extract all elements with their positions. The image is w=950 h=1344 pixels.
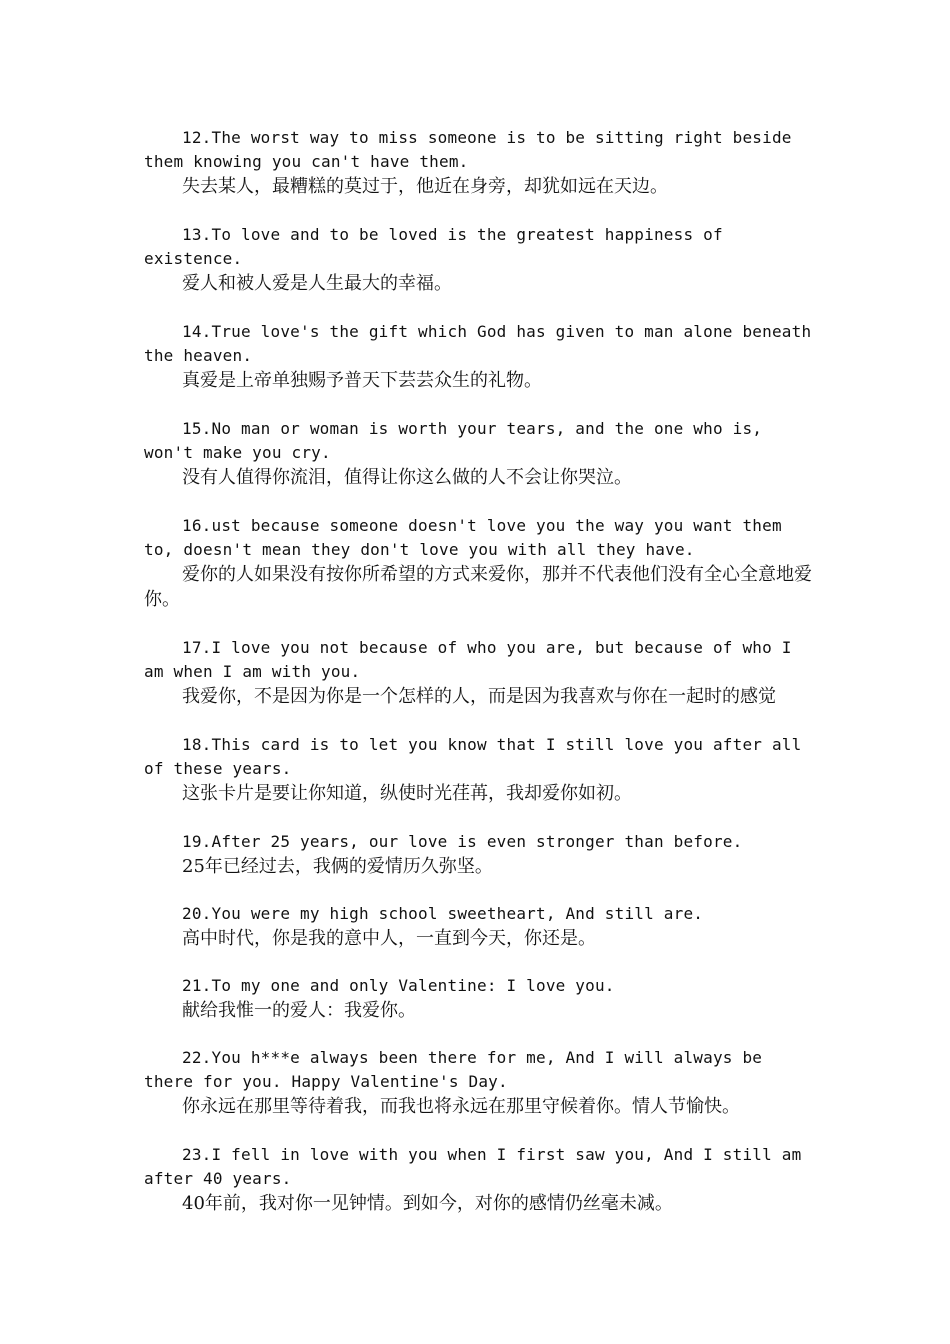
english-quote: 23.I fell in love with you when I first saw you, And I still am after 40 years. [144, 1145, 802, 1188]
quote-entry-12 [144, 126, 814, 199]
quote-entry-17 [144, 636, 814, 709]
chinese-translation: 这张卡片是要让你知道，纵使时光荏苒，我却爱你如初。 [182, 783, 632, 804]
english-quote: 16.ust because someone doesn't love you the way you want them to, doesn't mean they don't love you with all they have. [144, 516, 782, 559]
english-quote: 21.To my one and only Valentine: I love you. [182, 976, 615, 995]
chinese-translation: 失去某人，最糟糕的莫过于，他近在身旁，却犹如远在天边。 [182, 176, 668, 197]
chinese-translation: 你永远在那里等待着我，而我也将永远在那里守候着你。情人节愉快。 [182, 1096, 740, 1117]
chinese-translation: 真爱是上帝单独赐予普天下芸芸众生的礼物。 [182, 370, 542, 391]
quote-entry-22 [144, 1046, 814, 1119]
quote-entry-16 [144, 514, 814, 612]
english-quote: 12.The worst way to miss someone is to be sitting right beside them knowing you can't have them. [144, 128, 792, 171]
quote-entry-13 [144, 223, 814, 296]
english-quote: 19.After 25 years, our love is even stronger than before. [182, 832, 743, 851]
english-quote: 22.You h***e always been there for me, And I will always be there for you. Happy Valentine's Day. [144, 1048, 763, 1091]
english-quote: 15.No man or woman is worth your tears, and the one who is, won't make you cry. [144, 419, 763, 462]
english-quote: 14.True love's the gift which God has given to man alone beneath the heaven. [144, 322, 812, 365]
english-quote: 20.You were my high school sweetheart, And still are. [182, 904, 704, 923]
quote-entry-23 [144, 1143, 814, 1216]
quote-entry-14 [144, 320, 814, 393]
quote-entry-20 [144, 902, 814, 951]
quote-entry-15 [144, 417, 814, 490]
chinese-translation: 爱你的人如果没有按你所希望的方式来爱你，那并不代表他们没有全心全意地爱你。 [144, 564, 812, 610]
chinese-translation: 我爱你，不是因为你是一个怎样的人，而是因为我喜欢与你在一起时的感觉 [182, 686, 776, 707]
english-quote: 17.I love you not because of who you are, but because of who I am when I am with you. [144, 638, 792, 681]
chinese-translation: 爱人和被人爱是人生最大的幸福。 [182, 273, 452, 294]
quote-entry-21 [144, 974, 814, 1023]
chinese-translation: 献给我惟一的爱人：我爱你。 [182, 1000, 416, 1021]
quote-entry-19 [144, 830, 814, 879]
chinese-translation: 没有人值得你流泪，值得让你这么做的人不会让你哭泣。 [182, 467, 632, 488]
english-quote: 13.To love and to be loved is the greatest happiness of existence. [144, 225, 723, 268]
chinese-translation: 高中时代，你是我的意中人，一直到今天，你还是。 [182, 928, 596, 949]
quote-entry-18 [144, 733, 814, 806]
chinese-translation: 40年前，我对你一见钟情。到如今，对你的感情仍丝毫未减。 [182, 1193, 673, 1214]
chinese-translation: 25年已经过去，我俩的爱情历久弥坚。 [182, 856, 493, 877]
english-quote: 18.This card is to let you know that I still love you after all of these years. [144, 735, 802, 778]
